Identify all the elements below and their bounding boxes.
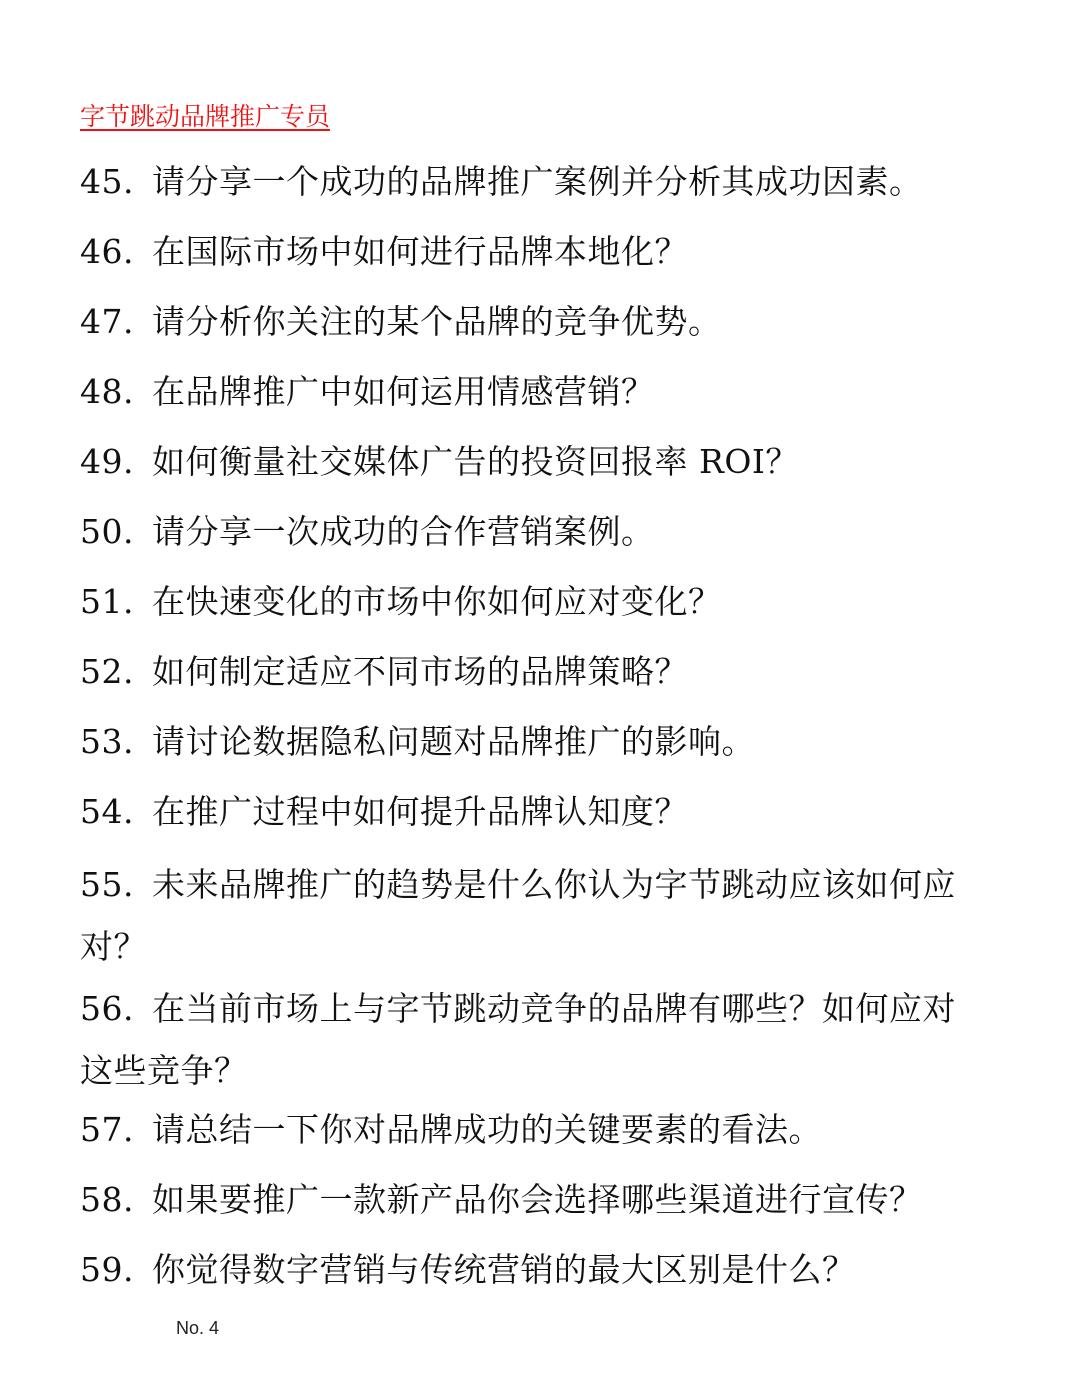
question-48: [80, 364, 980, 420]
question-number: 52.: [80, 652, 134, 691]
question-text: 在品牌推广中如何运用情感营销？: [152, 372, 655, 411]
question-number: 46.: [80, 232, 134, 271]
page-number: No. 4: [176, 1318, 220, 1338]
question-text: 请分享一次成功的合作营销案例。: [152, 512, 655, 551]
question-number: 59.: [80, 1250, 134, 1289]
question-54: [80, 784, 980, 840]
question-46: [80, 224, 980, 280]
question-52: [80, 644, 980, 700]
question-number: 45.: [80, 162, 134, 201]
question-text: 你觉得数字营销与传统营销的最大区别是什么？: [152, 1250, 856, 1289]
question-50: [80, 504, 980, 560]
question-51: [80, 574, 980, 630]
question-59: [80, 1242, 980, 1298]
question-text: 在推广过程中如何提升品牌认知度？: [152, 792, 688, 831]
question-text: 如何衡量社交媒体广告的投资回报率 ROI？: [152, 442, 799, 481]
question-number: 50.: [80, 512, 134, 551]
question-text: 请分析你关注的某个品牌的竞争优势。: [152, 302, 722, 341]
question-53: [80, 714, 980, 770]
question-number: 55.: [80, 865, 134, 904]
question-45: [80, 154, 980, 210]
question-number: 56.: [80, 989, 134, 1028]
question-number: 48.: [80, 372, 134, 411]
question-text: 请讨论数据隐私问题对品牌推广的影响。: [152, 722, 755, 761]
question-56: [80, 978, 980, 1102]
question-49: [80, 434, 980, 490]
question-number: 58.: [80, 1180, 134, 1219]
question-text: 未来品牌推广的趋势是什么你认为字节跳动应该如何应对？: [80, 865, 956, 966]
question-47: [80, 294, 980, 350]
question-text: 如何制定适应不同市场的品牌策略？: [152, 652, 688, 691]
question-text: 在国际市场中如何进行品牌本地化？: [152, 232, 688, 271]
question-text: 请分享一个成功的品牌推广案例并分析其成功因素。: [152, 162, 923, 201]
question-number: 51.: [80, 582, 134, 621]
question-number: 54.: [80, 792, 134, 831]
question-58: [80, 1172, 980, 1228]
question-text: 在当前市场上与字节跳动竞争的品牌有哪些？如何应对这些竞争？: [80, 989, 956, 1090]
document-heading: 字节跳动品牌推广专员: [80, 102, 331, 131]
question-text: 在快速变化的市场中你如何应对变化？: [152, 582, 722, 621]
question-number: 53.: [80, 722, 134, 761]
question-55: [80, 854, 980, 978]
question-number: 57.: [80, 1110, 134, 1149]
question-number: 49.: [80, 442, 134, 481]
question-text: 如果要推广一款新产品你会选择哪些渠道进行宣传？: [152, 1180, 923, 1219]
question-number: 47.: [80, 302, 134, 341]
question-57: [80, 1102, 980, 1158]
question-text: 请总结一下你对品牌成功的关键要素的看法。: [152, 1110, 822, 1149]
